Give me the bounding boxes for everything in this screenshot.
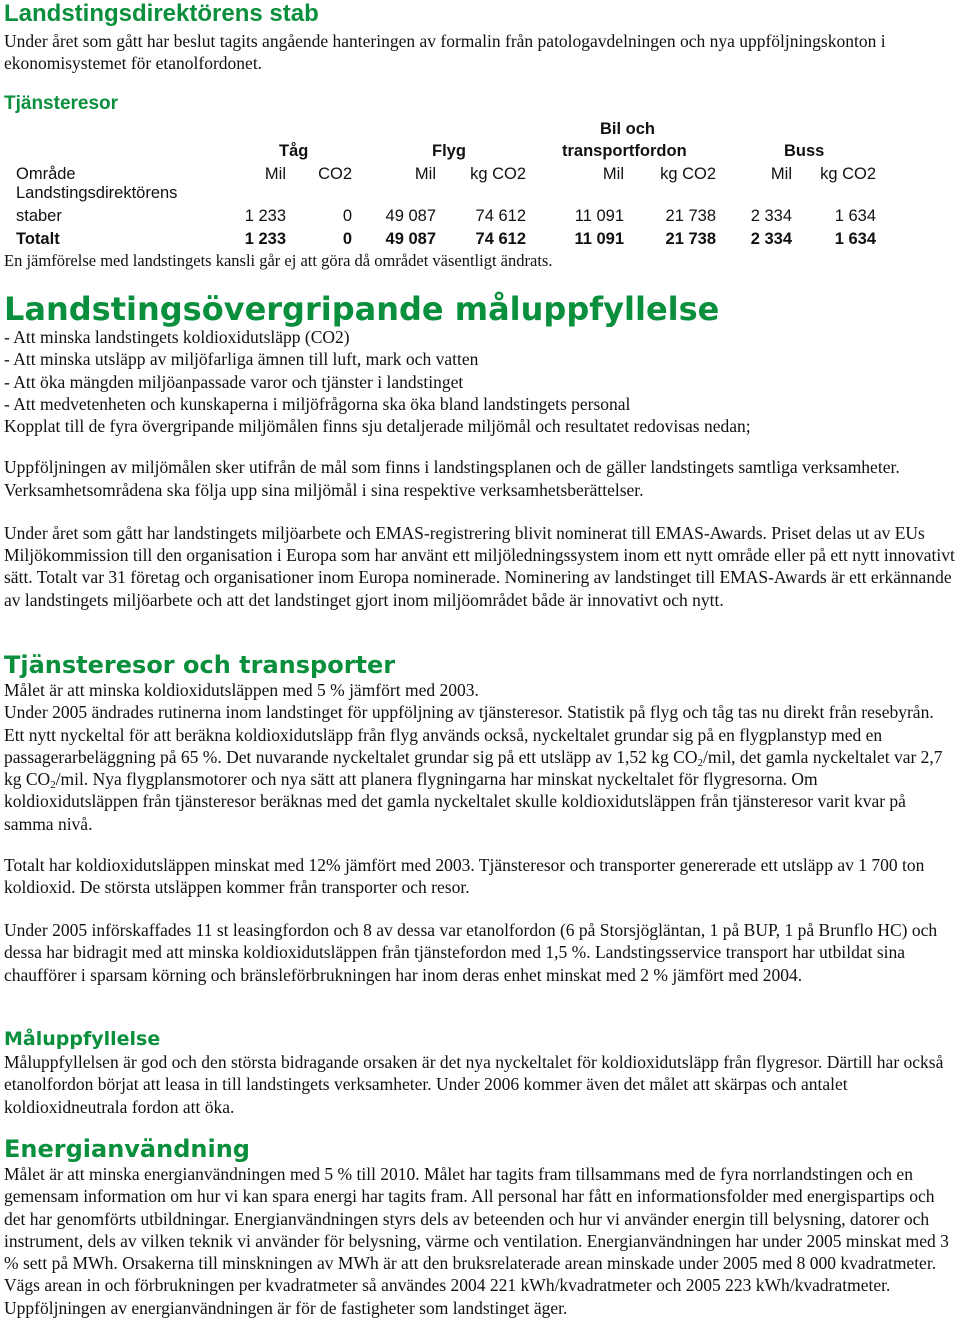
paragraph-emas: Under året som gått har landstingets miljöarbete och EMAS-registrering blivit nominerat till EMAS-Awards. Priset delas ut av EUs Miljökommission till den organisation i Europa som har använt ett miljöledningssystem inom ett nytt område eller på ett nytt innovativt sätt. Totalt var 31 företag och organisationer inom Europa nominerade. Nominering av landstinget till EMAS-Awards är ett erkännande av landstingets miljöarbete och att det landstinget gjort inom miljöområdet både är innovativt och nytt. [4, 523, 955, 610]
cell-bil-mil: 11 091 [574, 207, 624, 225]
total-buss-mil: 2 334 [750, 230, 792, 248]
co2-text-1: kg CO [651, 746, 698, 767]
total-label: Totalt [16, 230, 60, 248]
total-tag-mil: 1 233 [244, 230, 286, 248]
paragraph-rutiner-part-a: Under 2005 ändrades rutinerna inom landstinget för uppföljning av tjänsteresor. Statistik på flyg och tåg tas nu direkt från resebyrån. Ett nytt nyckeltal för att beräkna koldioxidutsläpp från flyg används också, nyckeltalet grundar sig på en flygplanstyp med en passagerarbeläggning på 65 %. Det nuvarande nyckeltalet grundar sig på ett utsläpp av 1,52 [4, 702, 934, 767]
paragraph-uppfoljning: Uppföljningen av miljömålen sker utifrån de mål som finns i landstingsplanen och de gäller landstingets samtliga verksamheter. Verksamhetsområdena ska följa upp sina miljömål i sina respektive verksamhetsberättelser. [4, 457, 900, 500]
total-bil-co2: 21 738 [665, 230, 716, 248]
paragraph-maluppfyllelse: Måluppfyllelsen är god och den största bidragande orsaken är det nya nyckeltalet för koldioxidutsläpp från flygresor. Därtill har också etanolfordon börjat att leasa in till landstingets verksamheter. Under 2006 kommer även det målet att skärpas och antalet koldioxidneutrala fordon att öka. [4, 1052, 944, 1117]
table-note: En jämförelse med landstingets kansli går ej att göra då området väsentligt ändrats. [4, 251, 553, 270]
paragraph-stab: Under året som gått har beslut tagits angående hanteringen av formalin från patologavdelningen och nya uppföljningskonton i ekonomisystemet för etanolfordonet. [4, 31, 886, 73]
goal-line: - Att minska utsläpp av miljöfarliga ämnen till luft, mark och vatten [4, 349, 479, 370]
heading-landstingsovergripande-maluppfyllelse: Landstingsövergripande måluppfyllelse [4, 290, 720, 328]
group-header-bil-line1: Bil och [600, 120, 656, 138]
cell-tag-co2: 0 [342, 207, 352, 225]
total-bil-mil: 11 091 [574, 230, 624, 248]
co2-text-3: /mil. Nya flygplansmotorer och nya sätt att planera flygningarna har minskat nyckeltalet för flygresorna. Om koldioxidutsläppen från tjänsteresor beräknas med det gamla nyckeltalet skulle koldioxidutsläppen från tjänsteresor varit kvar på samma nivå. [4, 769, 906, 834]
heading-tjansteresor: Tjänsteresor [4, 93, 119, 114]
travel-table [16, 120, 896, 260]
total-flyg-mil: 49 087 [385, 230, 436, 248]
group-header-tag: Tåg [279, 142, 309, 160]
row-label-line2: staber [16, 207, 62, 225]
heading-tjansteresor-och-transporter: Tjänsteresor och transporter [4, 651, 396, 679]
column-header-flyg-mil: Mil [414, 165, 436, 183]
goal-list [4, 326, 751, 437]
row-label-line1: Landstingsdirektörens [16, 184, 178, 202]
transport-goal-line: Målet är att minska koldioxidutsläppen med 5 % jämfört med 2003. [4, 680, 479, 700]
column-header-buss-co2: kg CO2 [820, 165, 876, 183]
total-flyg-co2: 74 612 [475, 230, 526, 248]
cell-flyg-mil: 49 087 [385, 207, 436, 225]
column-header-bil-co2: kg CO2 [660, 165, 716, 183]
paragraph-energianvandning: Målet är att minska energianvändningen med 5 % till 2010. Målet har tagits fram tillsammans med de fyra norrlandstingen och en gemensam information om hur vi kan spara energi har tagits fram. All personal har fått en informationsfolder med energispartips och det har genomförts utbildningar. Energianvändningen styrs dels av beteenden och hur vi använder energin till belysning, datorer och instrument, dels av vilken teknik vi använder för belysning, värme och ventilation. Energianvändningen har under 2005 minskat med 3 % sett på MWh. Orsakerna till minskningen av MWh är att den bruksrelaterade arean minskade under 2005 med 8 000 kvadratmeter. Vägs arean in och förbrukningen per kvadratmeter så användes 2004 221 kWh/kvadratmeter och 2005 223 kWh/kvadratmeter. Uppföljningen av energianvändningen är för de fastigheter som landstinget äger. [4, 1164, 949, 1318]
goal-line: - Att medvetenheten och kunskaperna i miljöfrågorna ska öka bland landstingets personal [4, 393, 631, 414]
group-header-bil-line2: transportfordon [562, 142, 687, 160]
heading-energianvandning: Energianvändning [4, 1135, 250, 1163]
cell-tag-mil: 1 233 [244, 207, 286, 225]
goal-line: - Att öka mängden miljöanpassade varor och tjänster i landstinget [4, 371, 464, 392]
total-buss-co2: 1 634 [834, 230, 876, 248]
column-header-tag-mil: Mil [264, 165, 286, 183]
paragraph-rutiner [4, 701, 956, 835]
cell-buss-co2: 1 634 [834, 207, 876, 225]
column-header-omrade: Område [16, 165, 76, 183]
heading-maluppfyllelse: Måluppfyllelse [4, 1028, 161, 1050]
subscript-2: 2 [50, 779, 56, 792]
cell-bil-co2: 21 738 [665, 207, 716, 225]
group-header-flyg: Flyg [432, 142, 466, 160]
heading-landstingsdirektorens-stab: Landstingsdirektörens stab [4, 0, 319, 27]
paragraph-leasingfordon: Under 2005 införskaffades 11 st leasingfordon och 8 av dessa var etanolfordon (6 på Storsjögläntan, 1 på BUP, 1 på Brunflo HC) och dessa har bidragit med att minska koldioxidutsläppen från tjänstefordon med 1,5 %. Landstingsservice transport har utbildat sina chaufförer i sparsam körning och bränsleförbrukningen har inom deras enhet minskat med 2 % jämfört med 2004. [4, 920, 938, 985]
co2-text-2: /mil, det gamla nyckeltalet var 2,7 kg CO [4, 746, 943, 790]
column-header-tag-co2: CO2 [318, 165, 352, 183]
goal-summary-line: Kopplat till de fyra övergripande miljömålen finns sju detaljerade miljömål och resultatet redovisas nedan; [4, 416, 751, 437]
goal-line: - Att minska landstingets koldioxidutsläpp (CO2) [4, 327, 350, 347]
column-header-buss-mil: Mil [770, 165, 792, 183]
cell-buss-mil: 2 334 [750, 207, 792, 225]
paragraph-totalt: Totalt har koldioxidutsläppen minskat med 12% jämfört med 2003. Tjänsteresor och transporter genererade ett utsläpp av 1 700 ton koldioxid. De största utsläppen kommer från transporter och resor. [4, 855, 925, 898]
column-header-flyg-co2: kg CO2 [470, 165, 526, 183]
subscript-2: 2 [697, 756, 703, 769]
column-header-bil-mil: Mil [602, 165, 624, 183]
transport-text [4, 679, 956, 835]
total-tag-co2: 0 [342, 230, 352, 248]
group-header-buss: Buss [784, 142, 825, 160]
cell-flyg-co2: 74 612 [475, 207, 526, 225]
